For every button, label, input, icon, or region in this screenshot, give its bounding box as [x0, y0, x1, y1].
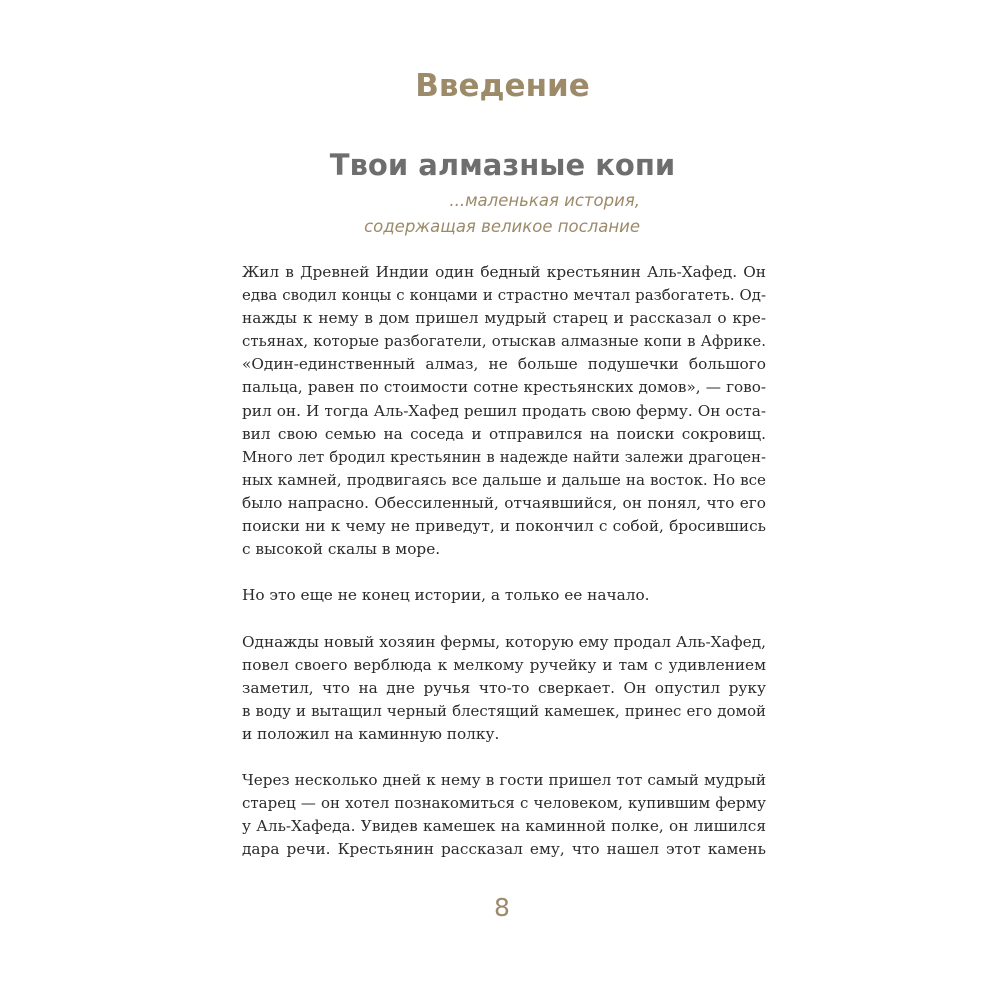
text-line: Много лет бродил крестьянин в надежде найти залежи драгоцен- [242, 447, 766, 466]
section-title: Введение [415, 68, 590, 104]
text-line: было напрасно. Обессиленный, отчаявшийся, он понял, что его [242, 493, 766, 512]
text-line: ных камней, продвигаясь все дальше и дальше на восток. Но все [242, 470, 766, 489]
paragraph [242, 769, 766, 861]
text-line: «Один-единственный алмаз, не больше подушечки большого [242, 355, 766, 374]
text-line: поиски ни к чему не приведут, и покончил с собой, бросившись [242, 517, 766, 536]
epigraph-subtitle [340, 188, 640, 240]
text-line: нажды к нему в дом пришел мудрый старец и рассказал о кре- [242, 309, 766, 328]
text-line: дара речи. Крестьянин рассказал ему, что нашел этот камень [242, 840, 766, 859]
body-text [242, 261, 766, 885]
subtitle-line: ...маленькая история, [449, 191, 640, 210]
text-line: Жил в Древней Индии один бедный крестьянин Аль-Хафед. Он [242, 263, 766, 281]
text-line: рил он. И тогда Аль-Хафед решил продать свою ферму. Он оста- [242, 401, 766, 420]
page-number: 8 [494, 893, 510, 922]
text-line: Однажды новый хозяин фермы, которую ему продал Аль-Хафед, [242, 632, 766, 651]
text-line: в воду и вытащил черный блестящий камешек, принес его домой [242, 701, 766, 720]
paragraph [242, 261, 766, 561]
text-line: Через несколько дней к нему в гости пришел тот самый мудрый [242, 771, 766, 790]
text-line: старец — он хотел познакомиться с человеком, купившим ферму [242, 794, 766, 813]
text-line: вил свою семью на соседа и отправился на поиски сокровищ. [242, 424, 766, 443]
text-line: заметил, что на дне ручья что-то сверкает. Он опустил руку [242, 678, 766, 697]
text-line: повел своего верблюда к мелкому ручейку и там с удивлением [242, 655, 766, 674]
text-line: и положил на каминную полку. [242, 724, 500, 743]
chapter-title: Твои алмазные копи [329, 148, 676, 182]
subtitle-line: содержащая великое послание [364, 217, 640, 236]
text-line: пальца, равен по стоимости сотне крестьянских домов», — гово- [242, 378, 766, 397]
text-line: едва сводил концы с концами и страстно мечтал разбогатеть. Од- [242, 286, 766, 305]
paragraph [242, 631, 766, 746]
text-line: с высокой скалы в море. [242, 540, 441, 559]
text-line: Но это еще не конец истории, а только ее начало. [242, 586, 650, 605]
text-line: у Аль-Хафеда. Увидев камешек на каминной полке, он лишился [242, 817, 766, 836]
paragraph [242, 584, 766, 607]
text-line: стьянах, которые разбогатели, отыскав алмазные копи в Африке. [242, 332, 766, 351]
